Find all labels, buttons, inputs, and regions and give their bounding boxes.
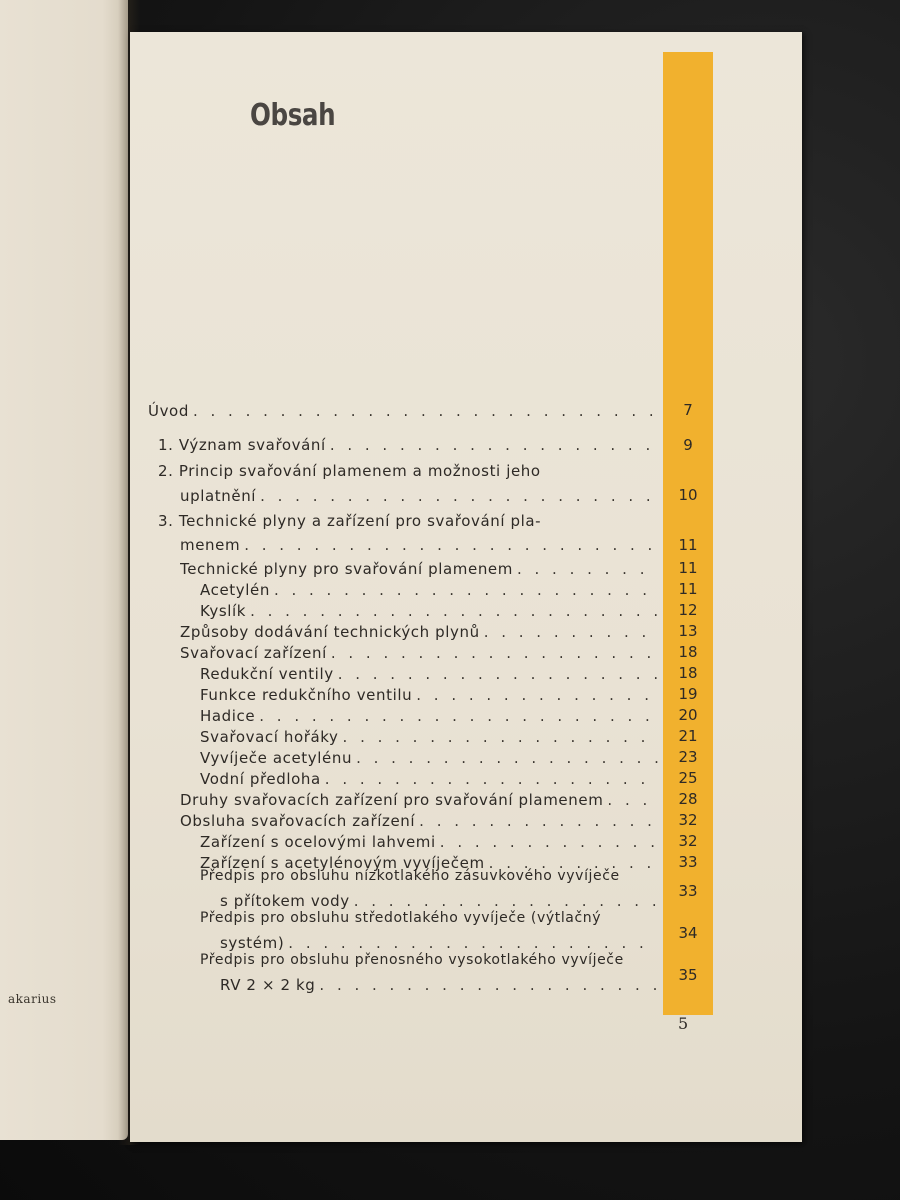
toc-leader — [356, 749, 658, 767]
page-title: Obsah — [250, 98, 336, 133]
toc-leader — [288, 934, 658, 952]
toc-label: Vodní předloha — [200, 770, 321, 788]
toc-entry[interactable] — [220, 972, 658, 994]
toc-leader — [484, 623, 658, 641]
toc-leader — [607, 791, 658, 809]
toc-entry[interactable] — [200, 829, 658, 851]
toc-page-number: 35 — [678, 966, 698, 984]
toc-leader — [260, 487, 658, 505]
toc-label: Hadice — [200, 707, 256, 725]
toc-label: Zařízení s ocelovými lahvemi — [200, 833, 436, 851]
toc-label: Redukční ventily — [200, 665, 334, 683]
toc-label: Úvod — [148, 402, 189, 420]
toc-label: s přítokem vody — [220, 892, 350, 910]
toc-page-number: 12 — [678, 601, 698, 619]
toc-leader — [416, 686, 658, 704]
right-page — [130, 32, 802, 1142]
toc-leader — [319, 976, 658, 994]
toc-entry[interactable] — [180, 532, 658, 554]
toc-entry[interactable] — [148, 398, 658, 420]
toc-page-number: 25 — [678, 769, 698, 787]
toc-label: Svařovací zařízení — [180, 644, 327, 662]
toc-page-number: 11 — [678, 536, 698, 554]
toc-page-number: 11 — [678, 559, 698, 577]
left-page — [0, 0, 128, 1140]
toc-entry[interactable] — [200, 661, 658, 683]
toc-leader — [193, 402, 658, 420]
toc-label: systém) — [220, 934, 285, 952]
toc-label: Způsoby dodávání technických plynů — [180, 623, 480, 641]
toc-page-number: 18 — [678, 643, 698, 661]
toc-label: Vyvíječe acetylénu — [200, 749, 353, 767]
toc-leader — [274, 581, 658, 599]
toc-page-number: 13 — [678, 622, 698, 640]
toc-label: RV 2 × 2 kg — [220, 976, 316, 994]
toc-label: uplatnění — [180, 487, 257, 505]
toc-leader — [244, 536, 658, 554]
toc-label: Obsluha svařovacích zařízení — [180, 812, 416, 830]
toc-entry[interactable] — [180, 640, 658, 662]
toc-entry[interactable] — [200, 745, 658, 767]
toc-page-number: 23 — [678, 748, 698, 766]
page-number: 5 — [678, 1014, 689, 1033]
toc-entry[interactable] — [220, 930, 658, 952]
toc-entry[interactable] — [200, 703, 658, 725]
toc-entry[interactable] — [200, 577, 658, 599]
toc-label-first-line: Předpis pro obsluhu středotlakého vyvíječe (výtlačný — [200, 910, 602, 926]
toc-page-number: 28 — [678, 790, 698, 808]
toc-entry[interactable] — [200, 682, 658, 704]
toc-page-number: 32 — [678, 832, 698, 850]
toc-page-number: 33 — [678, 853, 698, 871]
toc-label-first-line: Předpis pro obsluhu přenosného vysokotlakého vyvíječe — [200, 952, 624, 968]
toc-label-first-line: Předpis pro obsluhu nízkotlakého zásuvkového vyvíječe — [200, 868, 620, 884]
toc-entry[interactable] — [180, 556, 658, 578]
toc-leader — [343, 728, 658, 746]
toc-entry[interactable] — [220, 888, 658, 910]
toc-entry[interactable] — [158, 432, 658, 454]
toc-page-number: 18 — [678, 664, 698, 682]
toc-entry[interactable] — [180, 808, 658, 830]
table-of-contents — [130, 32, 802, 1142]
toc-leader — [354, 892, 658, 910]
toc-label: Funkce redukčního ventilu — [200, 686, 413, 704]
toc-leader — [259, 707, 658, 725]
toc-label-first-line: 2. Princip svařování plamenem a možnosti jeho — [158, 462, 541, 480]
toc-page-number: 19 — [678, 685, 698, 703]
toc-page-number: 21 — [678, 727, 698, 745]
toc-leader — [325, 770, 658, 788]
toc-page-number: 7 — [683, 401, 693, 419]
toc-entry[interactable] — [200, 766, 658, 788]
toc-label: Druhy svařovacích zařízení pro svařování plamenem — [180, 791, 604, 809]
toc-page-number: 9 — [683, 436, 693, 454]
toc-leader — [331, 644, 658, 662]
toc-label: menem — [180, 536, 241, 554]
toc-leader — [419, 812, 658, 830]
toc-label-first-line: 3. Technické plyny a zařízení pro svařování pla- — [158, 512, 542, 530]
toc-label: Zařízení s acetylénovým vyvíječem — [200, 854, 485, 872]
toc-entry[interactable] — [200, 598, 658, 620]
toc-entry[interactable] — [180, 619, 658, 641]
toc-label: Technické plyny pro svařování plamenem — [180, 560, 513, 578]
toc-label: 1. Význam svařování — [158, 436, 326, 454]
toc-page-number: 34 — [678, 924, 698, 942]
toc-leader — [517, 560, 658, 578]
toc-page-number: 10 — [678, 486, 698, 504]
toc-label: Svařovací hořáky — [200, 728, 339, 746]
toc-leader — [440, 833, 658, 851]
toc-leader — [338, 665, 658, 683]
toc-page-number: 32 — [678, 811, 698, 829]
toc-entry[interactable] — [200, 724, 658, 746]
toc-label: Acetylén — [200, 581, 270, 599]
toc-entry[interactable] — [180, 787, 658, 809]
toc-entry[interactable] — [180, 483, 658, 505]
toc-leader — [250, 602, 658, 620]
toc-leader — [330, 436, 658, 454]
toc-page-number: 33 — [678, 882, 698, 900]
left-page-fragment: akarius — [8, 992, 57, 1006]
toc-page-number: 20 — [678, 706, 698, 724]
toc-page-number: 11 — [678, 580, 698, 598]
toc-label: Kyslík — [200, 602, 247, 620]
